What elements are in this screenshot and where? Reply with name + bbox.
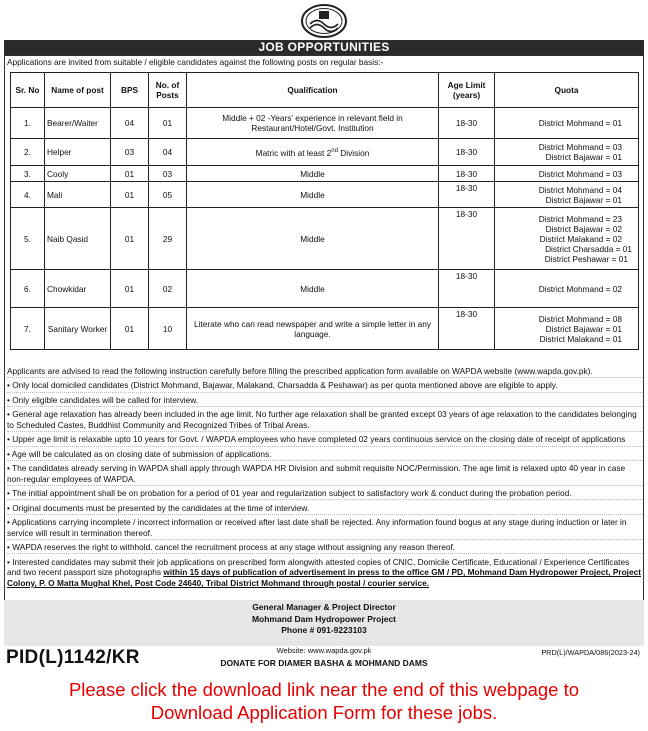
table-row [11,308,639,350]
cell-name: Sanitary Worker [45,308,111,350]
cell-qualification: Middle + 02 -Years' experience in relevant field in Restaurant/Hotel/Govt. Institution [187,108,439,139]
cell-age: 18-30 [439,139,495,166]
quota-line: District Bajawar = 01 [545,323,622,334]
intro-text: Applications are invited from suitable / eligible candidates against the following posts on regular basis:- [7,57,384,67]
cell-qualification: Middle [187,208,439,270]
signatory-title: General Manager & Project Director [252,602,396,612]
cell-quota [495,139,639,166]
instruction-item-submission [7,557,643,589]
header-qualification: Qualification [187,73,439,108]
phone-number: Phone # 091-9223103 [281,625,367,635]
submission-emphasis: within 15 days of publication of advertisement in press to the office GM / PD, Mohmand Dam Hydropower Project, Project Colony, P. O Matta Mughal Khel, Post Code 24640, Tribal District Mohmand through postal / courier service. [7,567,641,588]
cell-quota [495,270,639,308]
wapda-logo-icon [298,4,350,38]
cell-qualification: Middle [187,166,439,182]
cell-sr: 7. [11,308,45,350]
cell-sr: 6. [11,270,45,308]
table-header-row [11,73,639,108]
instruction-item: • Upper age limit is relaxable upto 10 years for Govt. / WAPDA employees who have completed 02 years continuous service on the closing date of receipt of applications [7,434,643,446]
cell-qualification: Literate who can read newspaper and write a simple letter in any language. [187,308,439,350]
cell-name: Helper [45,139,111,166]
cell-bps: 01 [111,166,149,182]
cell-posts: 10 [149,308,187,350]
jobs-table [10,72,639,350]
quota-line: District Mohmand = 08 [538,313,622,324]
cell-bps: 04 [111,108,149,139]
cell-age: 18-30 [439,108,495,139]
instruction-item: • WAPDA reserves the right to withhold. cancel the recruitment process at any stage without assigning any reason thereof. [7,542,643,554]
header-quota: Quota [495,73,639,108]
instruction-item: • General age relaxation has already been included in the age limit. No further age relaxation shall be granted except 03 years of age relaxation to the candidates belonging to Scheduled Castes, Buddhist Community and Recognized Tribes of Tribal Areas. [7,409,643,432]
header-bps: BPS [111,73,149,108]
cell-quota [495,208,639,270]
cell-name: Chowkidar [45,270,111,308]
header-age: Age Limit (years) [439,73,495,108]
quota-line: District Bajawar = 02 [545,223,622,234]
quota-line: District Mohmand = 02 [538,283,622,294]
header-sr: Sr. No [11,73,45,108]
signatory-block [4,600,644,646]
cell-name: Bearer/Waiter [45,108,111,139]
table-row [11,108,639,139]
table-row [11,166,639,182]
quota-line: District Mohmand = 03 [538,142,622,152]
instruction-item: Applicants are advised to read the following instruction carefully before filling the prescribed application form available on WAPDA website (www.wapda.gov.pk). [7,366,643,378]
instruction-item: • Age will be calculated as on closing date of submission of applications. [7,449,643,461]
cell-name: Mali [45,182,111,208]
cell-quota [495,108,639,139]
download-notice-line1: Please click the download link near the end of this webpage to [68,679,580,700]
cell-age: 18-30 [439,166,495,182]
cell-posts: 04 [149,139,187,166]
cell-age: 18-30 [439,270,495,308]
quota-line: District Mohmand = 23 [538,213,622,224]
quota-line: District Mohmand = 04 [538,184,622,195]
cell-qualification: Middle [187,182,439,208]
cell-bps: 01 [111,182,149,208]
cell-quota [495,308,639,350]
cell-sr: 1. [11,108,45,139]
quota-line: District Bajawar = 01 [545,152,622,162]
instruction-item: • Original documents must be presented by the candidates at the time of interview. [7,503,643,515]
quota-line: District Malakand = 01 [539,333,622,344]
pid-number: PID(L)1142/KR [6,647,140,668]
cell-bps: 01 [111,308,149,350]
header-name: Name of post [45,73,111,108]
reference-number: PRD(L)/WAPDA/086(2023-24) [541,648,640,657]
cell-sr: 5. [11,208,45,270]
website-link[interactable]: Website: www.wapda.gov.pk [276,646,372,655]
instruction-item: • Only eligible candidates will be called for interview. [7,395,643,407]
cell-quota [495,182,639,208]
instruction-item: • The initial appointment shall be on probation for a period of 01 year and regularization subject to satisfactory work & conduct during the probation period. [7,488,643,500]
instructions [7,366,643,591]
download-notice-line2: Download Application Form for these jobs. [150,702,498,723]
cell-name: Naib Qasid [45,208,111,270]
cell-posts: 05 [149,182,187,208]
cell-bps: 03 [111,139,149,166]
cell-posts: 01 [149,108,187,139]
cell-sr: 4. [11,182,45,208]
quota-line: District Bajawar = 01 [545,194,622,205]
instruction-item: • Applications carrying incomplete / incorrect information or received after last date shall be rejected. Any information found bogus at any stage during induction or later in service will result in termination thereof. [7,517,643,540]
project-name: Mohmand Dam Hydropower Project [251,613,397,624]
header-posts: No. of Posts [149,73,187,108]
cell-sr: 2. [11,139,45,166]
cell-age: 18-30 [439,308,495,350]
download-notice [0,678,648,724]
cell-age: 18-30 [439,208,495,270]
cell-qualification: Middle [187,270,439,308]
cell-posts: 29 [149,208,187,270]
instruction-item: • The candidates already serving in WAPDA shall apply through WAPDA HR Division and submit requisite NOC/Permission. The age limit is relaxed upto 40 year in case non-regular employees of WAPDA. [7,463,643,486]
quota-line: District Mohmand = 03 [538,168,622,179]
quota-line: District Charsadda = 01 [545,243,632,254]
table-row [11,182,639,208]
cell-name: Cooly [45,166,111,182]
quota-line: District Malakand = 02 [539,233,622,244]
cell-quota [495,166,639,182]
table-row [11,208,639,270]
quota-line: District Mohmand = 01 [538,118,622,128]
cell-bps: 01 [111,270,149,308]
donate-banner: DONATE FOR DIAMER BASHA & MOHMAND DAMS [220,658,428,668]
quota-line: District Peshawar = 01 [544,253,628,264]
cell-posts: 02 [149,270,187,308]
cell-posts: 03 [149,166,187,182]
table-row [11,270,639,308]
page-title: JOB OPPORTUNITIES [4,40,644,55]
cell-age: 18-30 [439,182,495,208]
cell-bps: 01 [111,208,149,270]
instruction-item: • Only local domiciled candidates (District Mohmand, Bajawar, Malakand, Charsadda & Peshawar) as per quota mentioned above are eligible to apply. [7,380,643,392]
table-row [11,139,639,166]
cell-qualification: Matric with at least 2nd Division [187,139,439,166]
cell-sr: 3. [11,166,45,182]
submission-text: • Interested candidates may submit their job applications on prescribed form alongwith attested copies of CNIC, Domicile Certificate, Educational / Experience Certificates and two recent passport size photographs [7,556,630,578]
